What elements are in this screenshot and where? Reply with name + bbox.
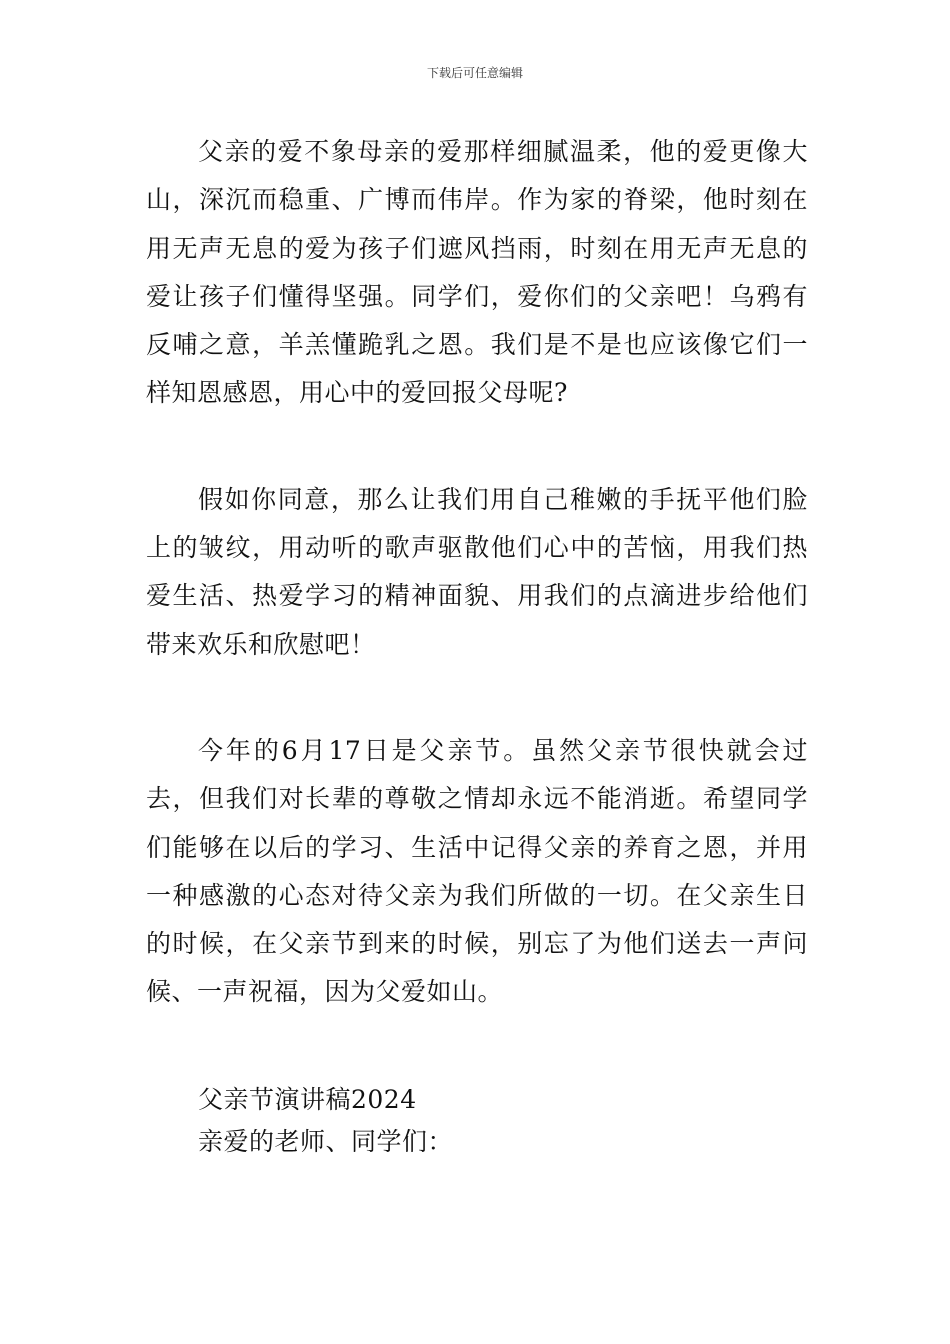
paragraph-father-love: 父亲的爱不象母亲的爱那样细腻温柔，他的爱更像大山，深沉而稳重、广博而伟岸。作为家的脊梁，他时刻在用无声无息的爱为孩子们遮风挡雨，时刻在用无声无息的爱让孩子们懂得坚强。同学们，爱你们的父亲吧！乌鸦有反哺之意，羊羔懂跪乳之恩。我们是不是也应该像它们一样知恩感恩，用心中的爱回报父母呢?	[146, 137, 808, 408]
paragraph-gratitude-action: 假如你同意，那么让我们用自己稚嫩的手抚平他们脸上的皱纹，用动听的歌声驱散他们心中的苦恼，用我们热爱生活、热爱学习的精神面貌、用我们的点滴进步给他们带来欢乐和欣慰吧！	[146, 484, 808, 659]
section-title: 父亲节演讲稿2024	[198, 1084, 417, 1114]
paragraph-spacer	[146, 1017, 808, 1079]
salutation: 亲爱的老师、同学们：	[198, 1126, 454, 1156]
paragraph-fathers-day: 今年的6月17日是父亲节。虽然父亲节很快就会过去，但我们对长辈的尊敬之情却永远不能消逝。希望同学们能够在以后的学习、生活中记得父亲的养育之恩，并用一种感激的心态对待父亲为我们所做的一切。在父亲生日的时候，在父亲节到来的时候，别忘了为他们送去一声问候、一声祝福，因为父爱如山。	[146, 735, 808, 1007]
paragraph-spacer	[146, 418, 808, 476]
paragraph-spacer	[146, 669, 808, 727]
document-body	[146, 128, 808, 1163]
page-header-note: 下载后可任意编辑	[426, 66, 523, 80]
